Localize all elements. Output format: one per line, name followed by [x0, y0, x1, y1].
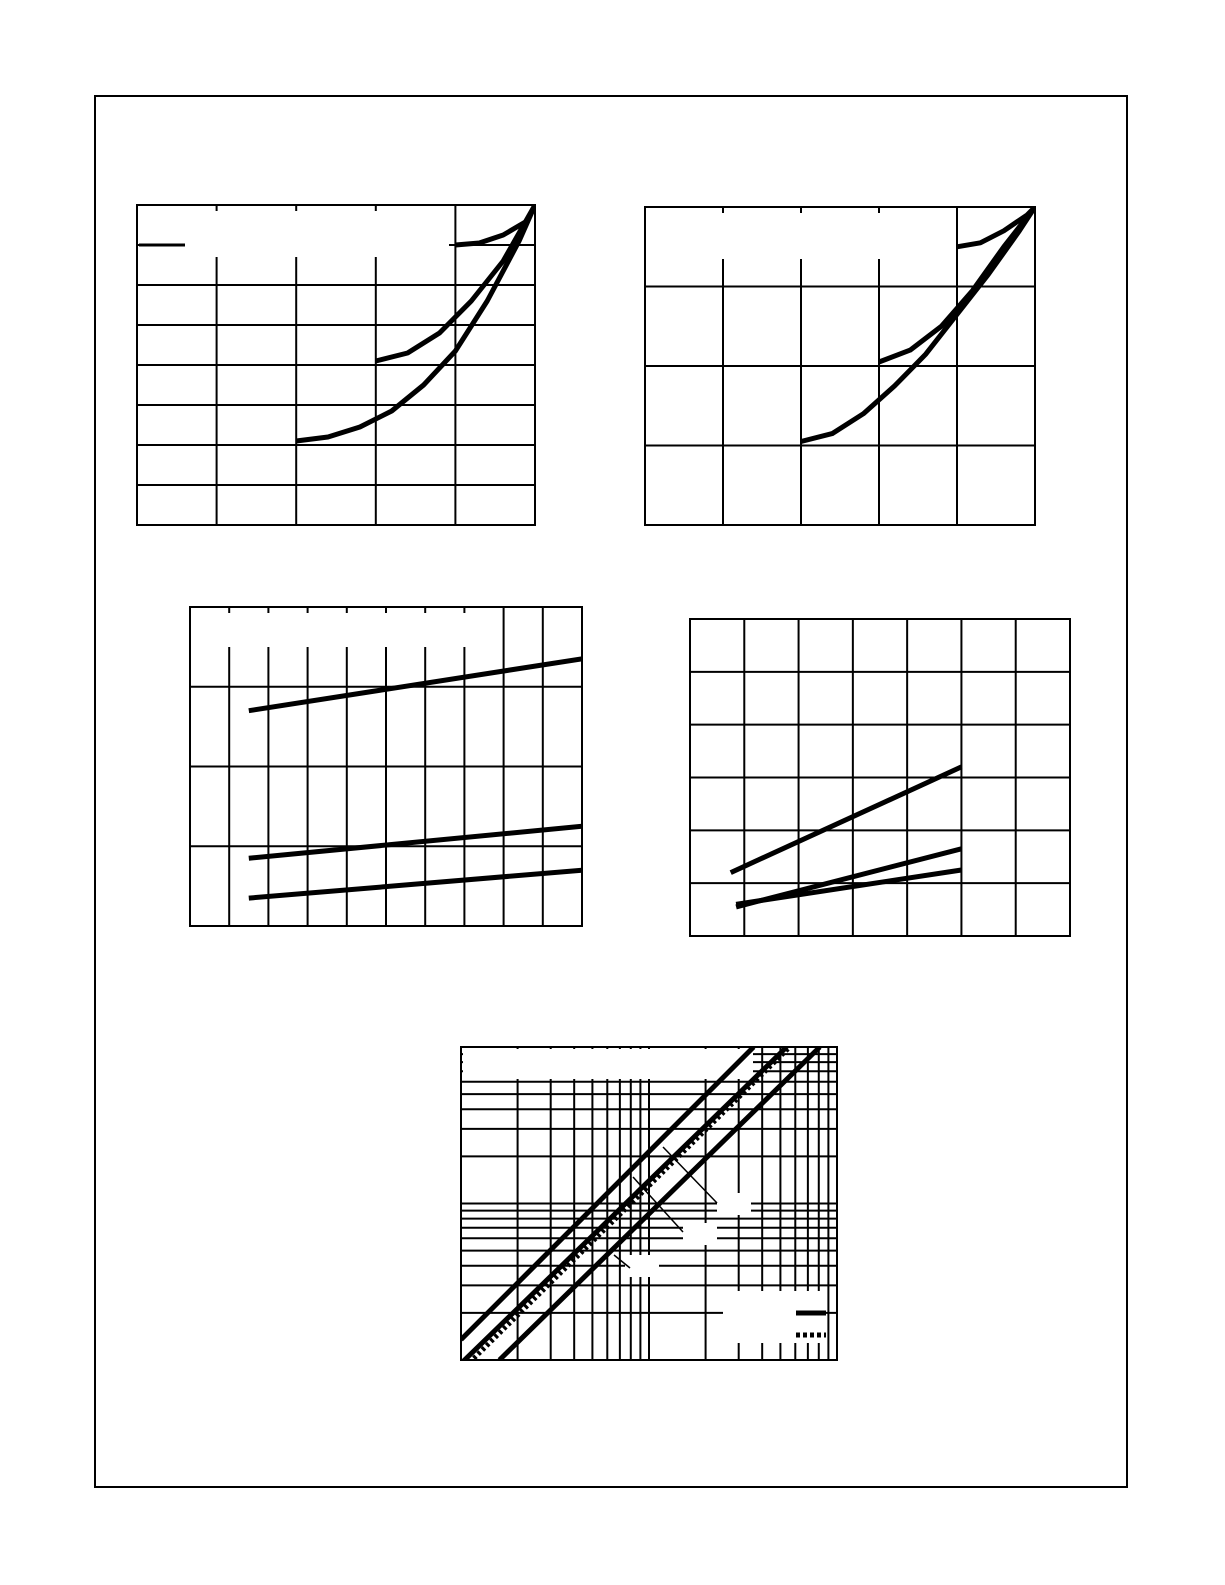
series-group	[731, 767, 962, 907]
label-area	[139, 211, 449, 257]
chart-4	[690, 619, 1070, 936]
label-area	[723, 1291, 823, 1343]
grid	[690, 619, 1070, 936]
label-area	[647, 213, 947, 259]
series-line-3	[736, 870, 961, 904]
series-group	[249, 659, 582, 898]
series-line-3	[249, 870, 582, 898]
chart-3	[190, 607, 582, 926]
series-line-1	[249, 659, 582, 711]
label-area	[683, 1223, 717, 1245]
label-area	[192, 613, 502, 647]
grid	[190, 607, 582, 926]
label-area	[463, 1049, 753, 1079]
chart-2	[645, 207, 1035, 525]
page-border	[95, 96, 1127, 1487]
chart-5	[461, 1047, 837, 1371]
series-line-2	[249, 826, 582, 858]
chart-1	[137, 205, 535, 525]
label-area	[717, 1193, 751, 1215]
label-area	[625, 1255, 659, 1277]
